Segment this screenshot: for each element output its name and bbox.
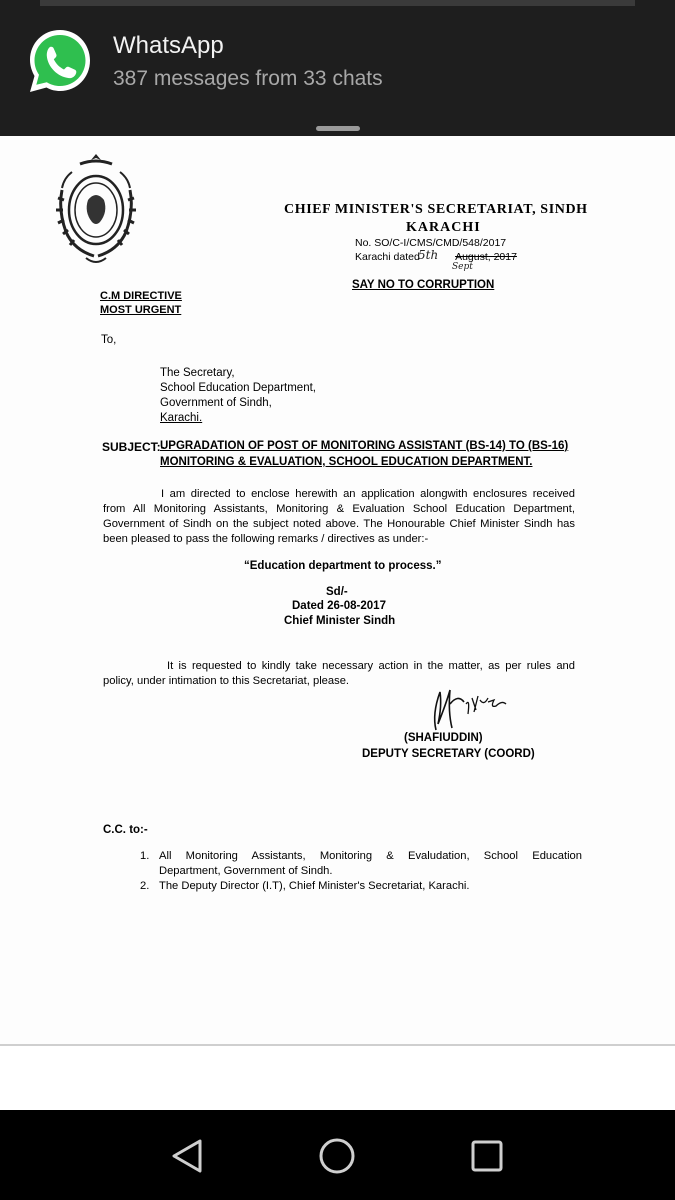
notification-app-name: WhatsApp	[113, 32, 224, 59]
cc-item-number: 1.	[140, 850, 150, 862]
body-paragraph-line: I am directed to enclose herewith an application alongwith enclosures received	[161, 488, 575, 500]
recents-square-icon[interactable]	[467, 1136, 507, 1176]
navigation-bar	[0, 1110, 675, 1200]
body-paragraph-line: policy, under intimation to this Secretariat, please.	[103, 675, 350, 687]
subject-label: SUBJECT:-	[102, 440, 165, 454]
whatsapp-logo-icon	[24, 25, 96, 97]
addressee-line: Government of Sindh,	[160, 397, 272, 409]
notification-top-strip	[40, 0, 635, 6]
cc-item-number: 2.	[140, 880, 150, 892]
handwritten-month-correction: Sept	[452, 262, 473, 272]
cm-dated: Dated 26-08-2017	[292, 600, 386, 612]
slogan: SAY NO TO CORRUPTION	[352, 279, 495, 291]
handwritten-signature	[428, 684, 514, 734]
to-label: To,	[101, 334, 117, 346]
government-emblem-icon	[50, 150, 142, 270]
whatsapp-notification[interactable]	[0, 0, 675, 136]
shade-drag-handle[interactable]	[316, 126, 360, 131]
body-paragraph-line: been pleased to pass the following remarks / directives as under:-	[103, 533, 429, 545]
cm-signed: Sd/-	[326, 586, 348, 598]
cm-remark: “Education department to process.”	[244, 560, 442, 572]
cc-label: C.C. to:-	[103, 824, 148, 836]
reference-number: No. SO/C-I/CMS/CMD/548/2017	[355, 237, 507, 249]
body-paragraph-line: Government of Sindh on the subject noted above. The Honourable Chief Minister Sindh has	[103, 518, 575, 530]
back-triangle-icon[interactable]	[168, 1136, 208, 1176]
notification-summary: 387 messages from 33 chats	[113, 67, 383, 90]
subject-line: UPGRADATION OF POST OF MONITORING ASSISTANT (BS-14) TO (BS-16)	[160, 440, 569, 452]
secretariat-title: CHIEF MINISTER'S SECRETARIAT, SINDH	[284, 202, 588, 217]
directive-label: C.M DIRECTIVE	[100, 290, 182, 302]
cc-item-line: Department, Government of Sindh.	[159, 865, 333, 877]
letter-date-prefix: Karachi dated	[355, 251, 420, 263]
body-paragraph-line: from All Monitoring Assistants, Monitoring & Evaluation School Education Department,	[103, 503, 575, 515]
cc-item-line: The Deputy Director (I.T), Chief Minister's Secretariat, Karachi.	[159, 880, 470, 892]
cm-title: Chief Minister Sindh	[284, 615, 396, 627]
signatory-name: (SHAFIUDDIN)	[404, 732, 483, 744]
signatory-designation: DEPUTY SECRETARY (COORD)	[362, 748, 535, 760]
document-bottom-edge	[0, 1044, 675, 1046]
urgency-label: MOST URGENT	[100, 304, 182, 316]
addressee-line: Karachi.	[160, 412, 203, 424]
addressee-line: The Secretary,	[160, 367, 235, 379]
secretariat-city: KARACHI	[406, 220, 481, 235]
body-paragraph-line: It is requested to kindly take necessary action in the matter, as per rules and	[167, 660, 575, 672]
letter-date-suffix: August, 2017	[455, 251, 517, 263]
handwritten-date-correction: 5th	[418, 248, 439, 262]
subject-line: MONITORING & EVALUATION, SCHOOL EDUCATION DEPARTMENT.	[160, 456, 533, 468]
addressee-line: School Education Department,	[160, 382, 316, 394]
home-circle-icon[interactable]	[317, 1136, 357, 1176]
cc-item-line: All Monitoring Assistants, Monitoring & Evaludation, School Education	[159, 850, 582, 862]
